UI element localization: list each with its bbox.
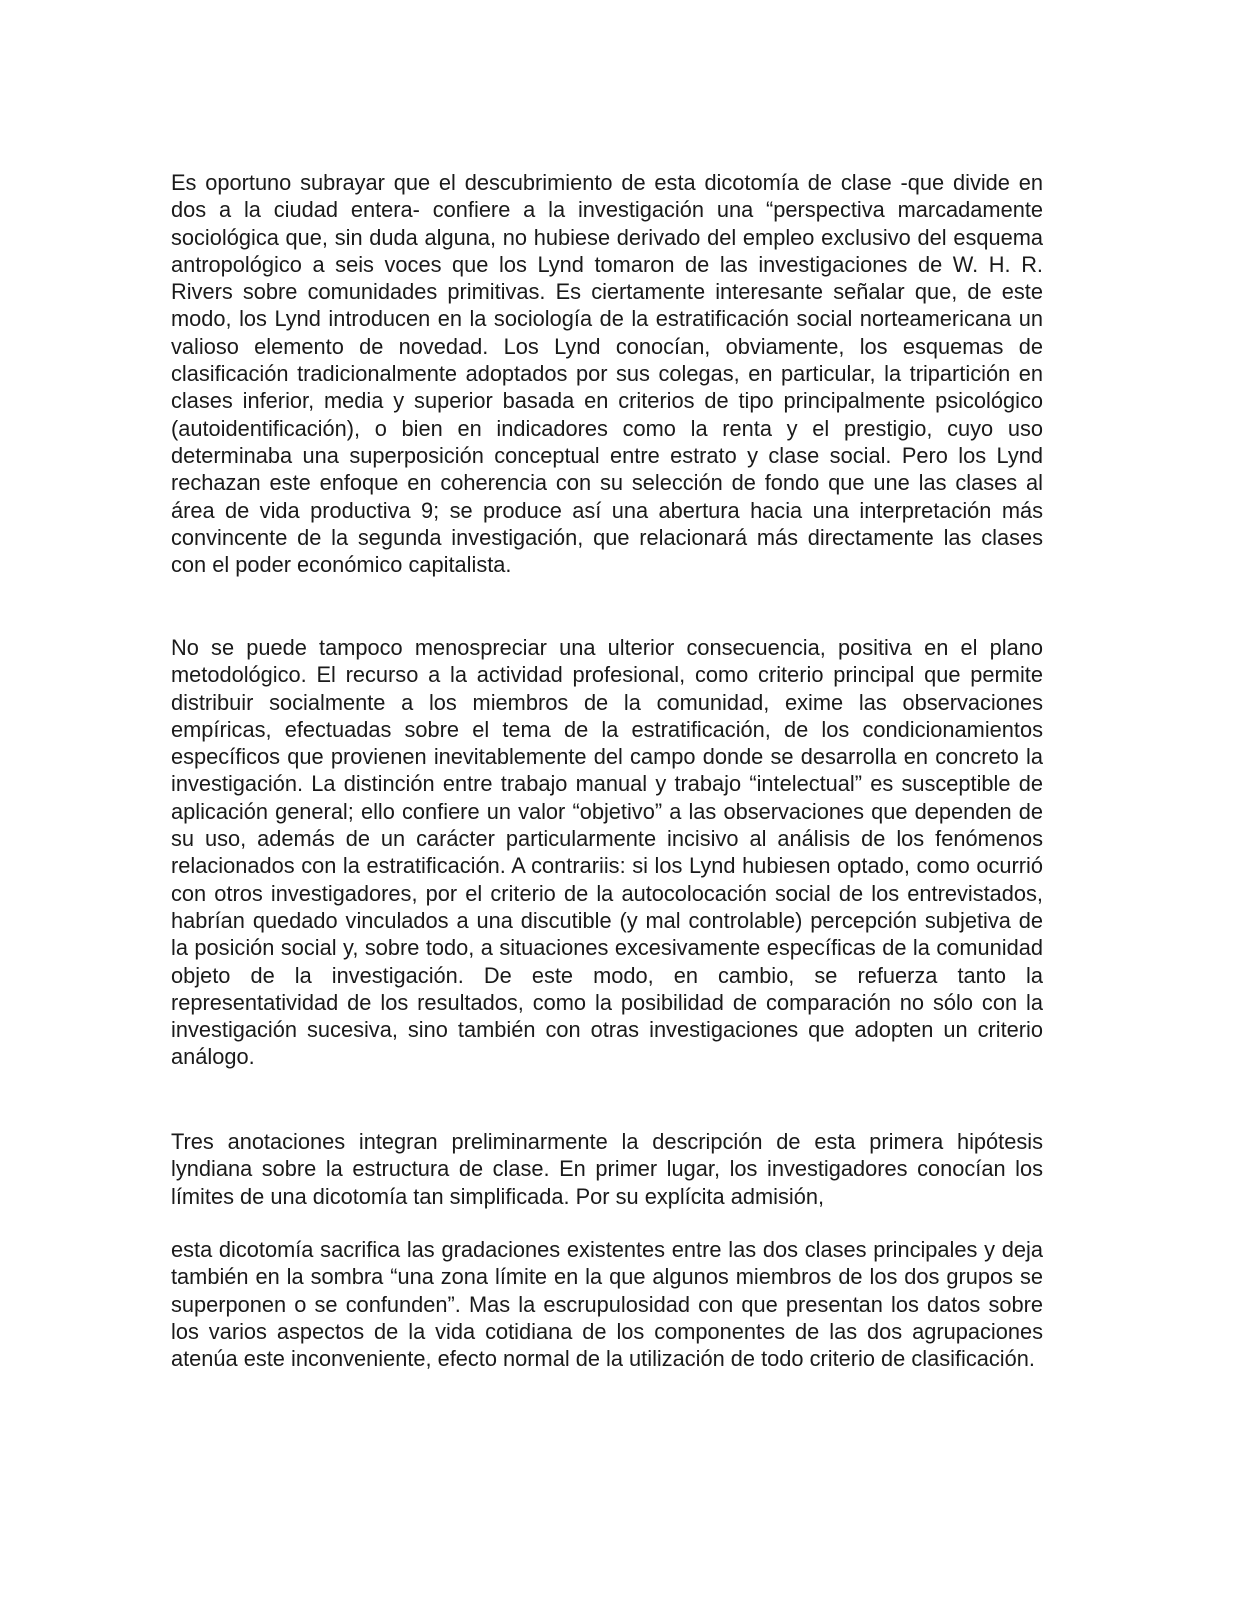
paragraph-methodology — [171, 634, 1043, 1071]
paragraph-gradations — [171, 1236, 1043, 1372]
paragraph-text: Es oportuno subrayar que el descubrimiento de esta dicotomía de clase -que divide en dos a la ciudad entera- confiere a la investigación una “perspectiva marcadamente sociológica que, sin duda alguna, no hubiese derivado del empleo exclusivo del esquema antropológico a seis voces que los Lynd tomaron de las investigaciones de W. H. R. Rivers sobre comunidades primitivas. Es ciertamente interesante señalar que, de este modo, los Lynd introducen en la sociología de la estratificación social norteamericana un valioso elemento de novedad. Los Lynd conocían, obviamente, los esquemas de clasificación tradicionalmente adoptados por sus colegas, en particular, la tripartición en clases inferior, media y superior basada en criterios de tipo principalmente psicológico (autoidentificación), o bien en indicadores como la renta y el prestigio, cuyo uso determinaba una superposición conceptual entre estrato y clase social. Pero los Lynd rechazan este enfoque en coherencia con su selección de fondo que une las clases al área de vida productiva 9; se produce así una abertura hacia una interpretación más convincente de la segunda investigación, que relacionará más directamente las clases con el poder económico capitalista. — [171, 170, 1043, 578]
paragraph-annotations — [171, 1128, 1043, 1210]
paragraph-dichotomy — [171, 169, 1043, 578]
paragraph-text: No se puede tampoco menospreciar una ulterior consecuencia, positiva en el plano metodológico. El recurso a la actividad profesional, como criterio principal que permite distribuir socialmente a los miembros de la comunidad, exime las observaciones empíricas, efectuadas sobre el tema de la estratificación, de los condicionamientos específicos que provienen inevitablemente del campo donde se desarrolla en concreto la investigación. La distinción entre trabajo manual y trabajo “intelectual” es susceptible de aplicación general; ello confiere un valor “objetivo” a las observaciones que dependen de su uso, además de un carácter particularmente incisivo al análisis de los fenómenos relacionados con la estratificación. A contrariis: si los Lynd hubiesen optado, como ocurrió con otros investigadores, por el criterio de la autocolocación social de los entrevistados, habrían quedado vinculados a una discutible (y mal controlable) percepción subjetiva de la posición social y, sobre todo, a situaciones excesivamente específicas de la comunidad objeto de la investigación. De este modo, en cambio, se refuerza tanto la representatividad de los resultados, como la posibilidad de comparación no sólo con la investigación sucesiva, sino también con otras investigaciones que adopten un criterio análogo. — [171, 635, 1043, 1070]
paragraph-text: Tres anotaciones integran preliminarmente la descripción de esta primera hipótesis lyndiana sobre la estructura de clase. En primer lugar, los investigadores conocían los límites de una dicotomía tan simplificada. Por su explícita admisión, — [171, 1129, 1043, 1209]
paragraph-text: esta dicotomía sacrifica las gradaciones existentes entre las dos clases principales y deja también en la sombra “una zona límite en la que algunos miembros de los dos grupos se superponen o se confunden”. Mas la escrupulosidad con que presentan los datos sobre los varios aspectos de la vida cotidiana de los componentes de las dos agrupaciones atenúa este inconveniente, efecto normal de la utilización de todo criterio de clasificación. — [171, 1237, 1043, 1372]
